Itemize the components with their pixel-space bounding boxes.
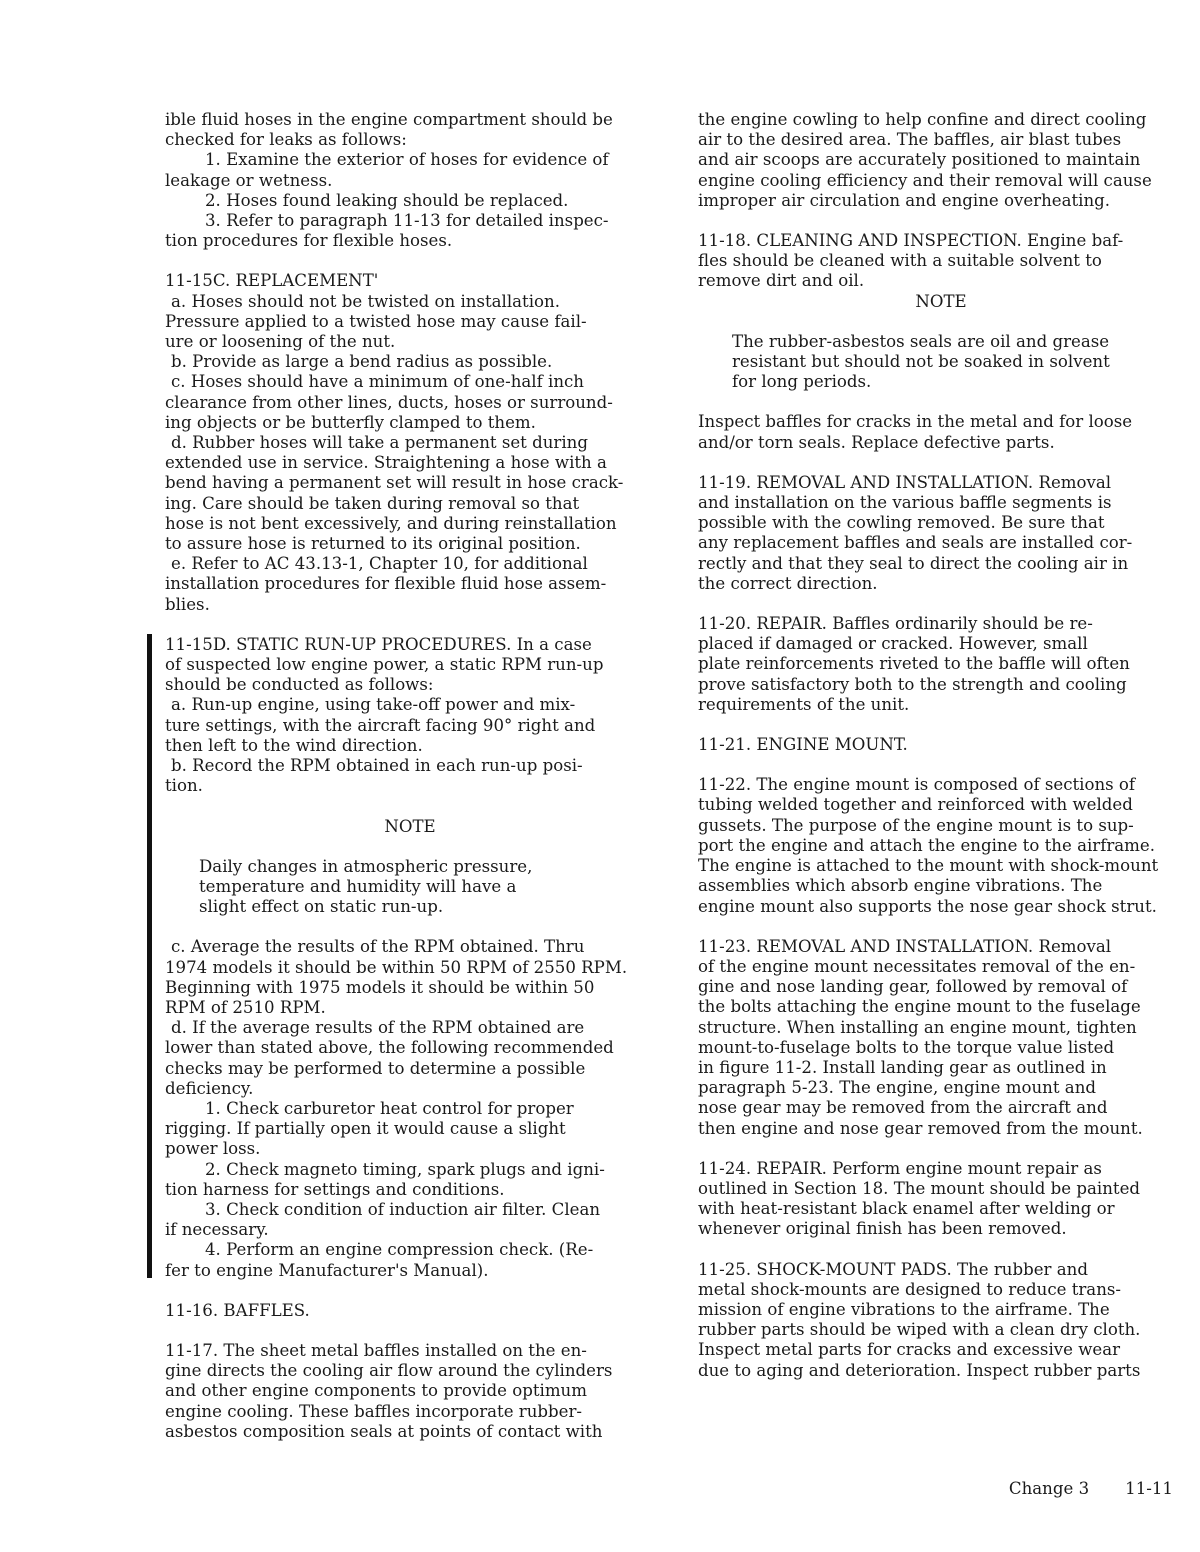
list-item: c. Hoses should have a minimum of one-half inch (171, 372, 584, 392)
text-line: ing. Care should be taken during removal so that (165, 493, 580, 513)
text-line: RPM of 2510 RPM. (165, 997, 326, 1017)
text-line: installation procedures for flexible fluid hose assem- (165, 574, 607, 594)
text-line: rectly and that they seal to direct the cooling air in (698, 553, 1129, 573)
list-item: b. Provide as large a bend radius as possible. (171, 352, 553, 372)
text-line: checked for leaks as follows: (165, 130, 407, 150)
text-line: blies. (165, 594, 210, 614)
list-item: 3. Check condition of induction air filter. Clean (205, 1199, 601, 1219)
text-line: the correct direction. (698, 573, 878, 593)
list-item: e. Refer to AC 43.13-1, Chapter 10, for additional (171, 554, 588, 574)
text-line: ible fluid hoses in the engine compartment should be (165, 110, 613, 129)
list-item: b. Record the RPM obtained in each run-up posi- (171, 756, 583, 776)
right-column (698, 110, 1184, 1381)
text-line: Beginning with 1975 models it should be within 50 (165, 977, 595, 997)
text-line: mount-to-fuselage bolts to the torque value listed (698, 1037, 1115, 1057)
text-line: improper air circulation and engine overheating. (698, 190, 1111, 210)
text-line: Inspect metal parts for cracks and excessive wear (698, 1340, 1121, 1360)
section-heading: 11-24. REPAIR. Perform engine mount repair as (698, 1158, 1102, 1178)
text-line: in figure 11-2. Install landing gear as outlined in (698, 1057, 1107, 1077)
text-line: lower than stated above, the following recommended (165, 1038, 614, 1058)
note-text: temperature and humidity will have a (199, 876, 517, 896)
section-heading: 11-23. REMOVAL AND INSTALLATION. Removal (698, 936, 1112, 956)
section-heading: 11-18. CLEANING AND INSPECTION. Engine baf- (698, 231, 1124, 251)
left-column (165, 110, 655, 1442)
text-line: and/or torn seals. Replace defective parts. (698, 432, 1055, 452)
list-item: 2. Hoses found leaking should be replaced. (205, 190, 569, 210)
text-line: placed if damaged or cracked. However, small (698, 634, 1088, 654)
text-line: and other engine components to provide optimum (165, 1381, 587, 1401)
text-line: remove dirt and oil. (698, 271, 865, 291)
text-line: fer to engine Manufacturer's Manual). (165, 1260, 489, 1280)
text-line: outlined in Section 18. The mount should be painted (698, 1178, 1141, 1198)
note-text: slight effect on static run-up. (199, 897, 444, 917)
section-heading: 11-22. The engine mount is composed of sections of (698, 775, 1136, 795)
text-line: 1974 models it should be within 50 RPM of 2550 RPM. (165, 957, 628, 977)
list-item: 4. Perform an engine compression check. (Re- (205, 1240, 594, 1260)
text-line: engine cooling efficiency and their removal will cause (698, 170, 1152, 190)
list-item: d. If the average results of the RPM obtained are (171, 1018, 585, 1038)
list-item: a. Run-up engine, using take-off power and mix- (171, 695, 576, 715)
page-footer (1009, 1479, 1173, 1498)
list-item: 3. Refer to paragraph 11-13 for detailed inspec- (205, 211, 609, 231)
revision-change-bar (147, 634, 152, 1278)
text-line: tubing welded together and reinforced with welded (698, 795, 1133, 815)
text-line: of the engine mount necessitates removal of the en- (698, 956, 1136, 976)
text-line: mission of engine vibrations to the airframe. The (698, 1299, 1110, 1319)
text-line: structure. When installing an engine mount, tighten (698, 1017, 1137, 1037)
text-line: engine mount also supports the nose gear shock strut. (698, 896, 1157, 916)
text-line: then left to the wind direction. (165, 735, 423, 755)
text-line: tion harness for settings and conditions. (165, 1179, 505, 1199)
text-line: clearance from other lines, ducts, hoses or surround- (165, 392, 613, 412)
text-line: to assure hose is returned to its original position. (165, 534, 581, 554)
text-line: the bolts attaching the engine mount to the fuselage (698, 997, 1141, 1017)
text-line: deficiency. (165, 1078, 254, 1098)
text-line: tion procedures for flexible hoses. (165, 231, 453, 251)
text-line: ing objects or be butterfly clamped to them. (165, 412, 536, 432)
text-line: rigging. If partially open it would cause a slight (165, 1119, 566, 1139)
text-line: plate reinforcements riveted to the baffle will often (698, 654, 1130, 674)
note-text: Daily changes in atmospheric pressure, (199, 856, 533, 876)
section-heading: 11-25. SHOCK-MOUNT PADS. The rubber and (698, 1259, 1088, 1279)
text-line: of suspected low engine power, a static RPM run-up (165, 655, 604, 675)
text-line: assemblies which absorb engine vibrations. The (698, 876, 1103, 896)
text-line: ure or loosening of the nut. (165, 332, 396, 352)
section-heading: 11-20. REPAIR. Baffles ordinarily should be re- (698, 614, 1093, 634)
text-line: then engine and nose gear removed from the mount. (698, 1118, 1143, 1138)
text-line: gine and nose landing gear, followed by removal of (698, 977, 1128, 997)
list-item: 2. Check magneto timing, spark plugs and igni- (205, 1159, 605, 1179)
text-line: leakage or wetness. (165, 170, 333, 190)
note-text: resistant but should not be soaked in solvent (732, 352, 1110, 372)
list-item: d. Rubber hoses will take a permanent set during (171, 433, 588, 453)
text-line: air to the desired area. The baffles, air blast tubes (698, 130, 1122, 150)
text-line: and air scoops are accurately positioned to maintain (698, 150, 1141, 170)
section-heading: 11-16. BAFFLES. (165, 1300, 310, 1320)
text-line: Inspect baffles for cracks in the metal and for loose (698, 412, 1133, 432)
text-line: and installation on the various baffle segments is (698, 493, 1112, 513)
list-item: 1. Check carburetor heat control for proper (205, 1098, 574, 1118)
note-text: The rubber-asbestos seals are oil and grease (732, 331, 1110, 351)
text-line: prove satisfactory both to the strength and cooling (698, 674, 1127, 694)
note-heading: NOTE (915, 291, 967, 311)
note-text: for long periods. (732, 372, 872, 392)
text-line: requirements of the unit. (698, 694, 910, 714)
text-line: metal shock-mounts are designed to reduce trans- (698, 1279, 1122, 1299)
text-line: the engine cowling to help confine and direct cooling (698, 110, 1147, 129)
text-line: Pressure applied to a twisted hose may cause fail- (165, 311, 587, 331)
text-line: checks may be performed to determine a possible (165, 1058, 586, 1078)
note-heading: NOTE (384, 816, 436, 836)
text-line: any replacement baffles and seals are installed cor- (698, 533, 1133, 553)
page-number: 11-11 (1125, 1479, 1173, 1498)
text-line: possible with the cowling removed. Be sure that (698, 513, 1105, 533)
text-line: engine cooling. These baffles incorporate rubber- (165, 1401, 583, 1421)
text-line: asbestos composition seals at points of contact with (165, 1421, 603, 1441)
section-heading: 11-19. REMOVAL AND INSTALLATION. Removal (698, 472, 1112, 492)
text-line: port the engine and attach the engine to the airframe. (698, 835, 1155, 855)
text-line: due to aging and deterioration. Inspect rubber parts (698, 1360, 1141, 1380)
list-item: 1. Examine the exterior of hoses for evidence of (205, 150, 609, 170)
text-line: tion. (165, 776, 203, 796)
text-line: gussets. The purpose of the engine mount is to sup- (698, 815, 1134, 835)
text-line: hose is not bent excessively, and during reinstallation (165, 513, 617, 533)
list-item: a. Hoses should not be twisted on installation. (171, 291, 560, 311)
text-line: with heat-resistant black enamel after welding or (698, 1199, 1115, 1219)
list-item: c. Average the results of the RPM obtained. Thru (171, 937, 585, 957)
text-line: ture settings, with the aircraft facing 90° right and (165, 715, 596, 735)
section-heading: 11-15C. REPLACEMENT' (165, 271, 379, 291)
text-line: fles should be cleaned with a suitable solvent to (698, 251, 1102, 271)
section-heading: 11-15D. STATIC RUN-UP PROCEDURES. In a case (165, 634, 592, 654)
text-line: bend having a permanent set will result in hose crack- (165, 473, 624, 493)
text-line: power loss. (165, 1139, 261, 1159)
text-line: if necessary. (165, 1220, 269, 1240)
section-heading: 11-21. ENGINE MOUNT. (698, 735, 908, 755)
text-line: nose gear may be removed from the aircraft and (698, 1098, 1108, 1118)
text-line: should be conducted as follows: (165, 675, 434, 695)
text-line: rubber parts should be wiped with a clean dry cloth. (698, 1320, 1141, 1340)
change-label: Change 3 (1008, 1479, 1090, 1498)
text-line: 11-17. The sheet metal baffles installed on the en- (165, 1340, 587, 1360)
text-line: gine directs the cooling air flow around the cylinders (165, 1361, 613, 1381)
text-line: The engine is attached to the mount with shock-mount (698, 856, 1159, 876)
text-line: paragraph 5-23. The engine, engine mount and (698, 1078, 1097, 1098)
text-line: whenever original finish has been removed. (698, 1219, 1067, 1239)
text-line: extended use in service. Straightening a hose with a (165, 453, 607, 473)
